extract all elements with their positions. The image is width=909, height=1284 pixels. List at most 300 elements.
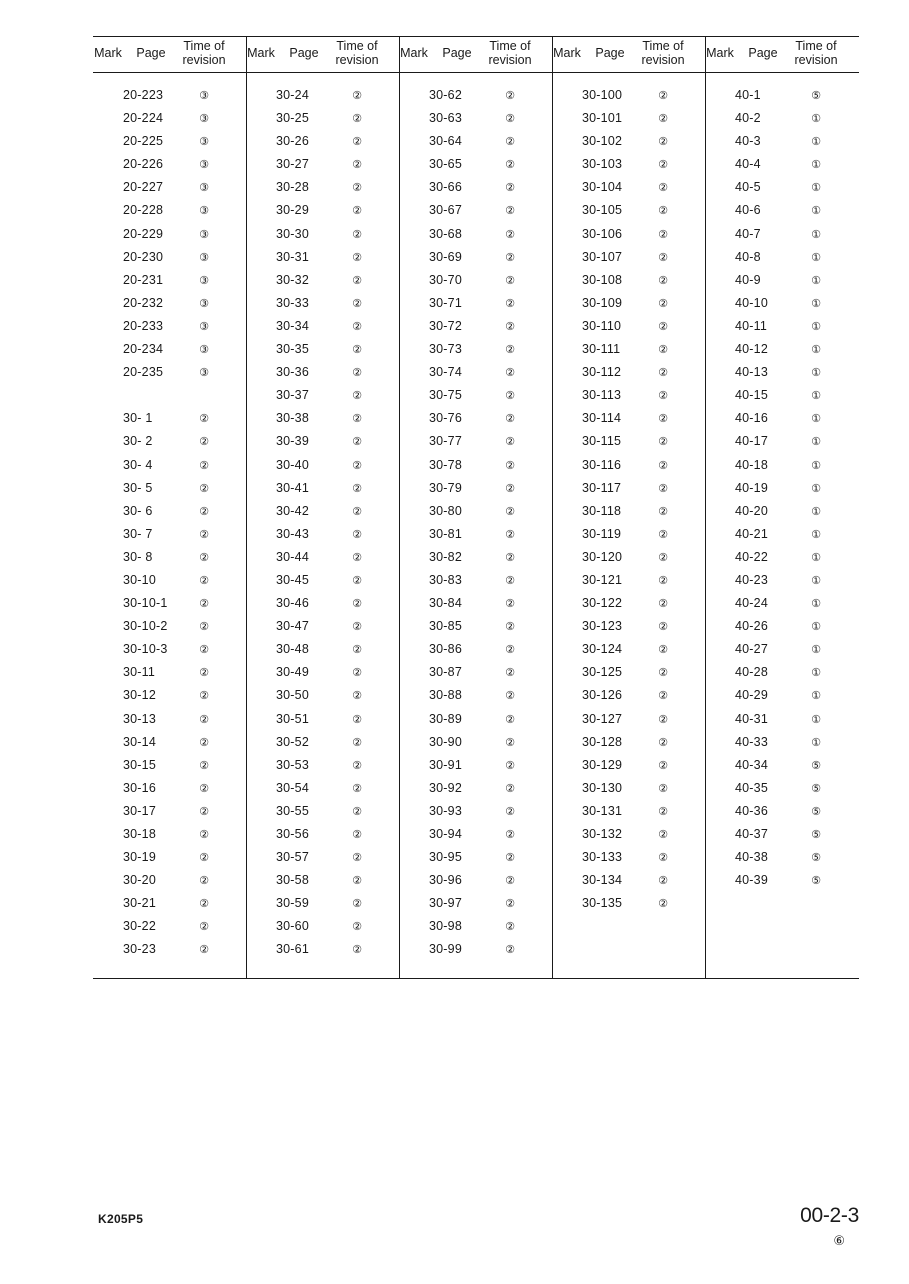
page-cell: 30-122 xyxy=(582,596,623,611)
revision-cell: ② xyxy=(352,505,362,518)
revision-cell: ② xyxy=(658,690,668,703)
table-row xyxy=(705,134,858,157)
table-row xyxy=(552,873,705,896)
page-cell: 30-72 xyxy=(429,318,462,333)
page-revision-mark: ⑥ xyxy=(833,1233,845,1248)
revision-cell: ⑤ xyxy=(811,852,821,865)
table-row xyxy=(93,273,246,296)
revision-cell: ② xyxy=(199,690,209,703)
column-group-1 xyxy=(93,36,246,978)
header-time-of-revision xyxy=(634,39,692,67)
revision-cell: ② xyxy=(658,759,668,772)
header-mark: Mark xyxy=(247,46,275,60)
revision-cell: ① xyxy=(811,551,821,564)
table-row xyxy=(399,180,552,203)
revision-cell: ② xyxy=(352,528,362,541)
table-row xyxy=(399,527,552,550)
revision-cell: ① xyxy=(811,574,821,587)
revision-cell: ① xyxy=(811,113,821,126)
page-cell: 30-73 xyxy=(429,342,462,357)
table-row xyxy=(552,157,705,180)
revision-cell: ② xyxy=(505,829,515,841)
page-cell: 30-74 xyxy=(429,365,462,380)
table-row xyxy=(93,596,246,619)
revision-cell: ② xyxy=(658,320,668,333)
revision-cell: ② xyxy=(505,736,515,749)
revision-cell: ① xyxy=(811,436,821,449)
page-cell: 20-232 xyxy=(123,295,164,310)
revision-cell: ③ xyxy=(199,182,209,195)
revision-cell: ② xyxy=(658,344,668,357)
revision-cell: ② xyxy=(505,113,515,126)
table-row xyxy=(246,781,399,804)
page-cell: 30-127 xyxy=(582,711,623,726)
page-cell: 30-126 xyxy=(582,688,623,703)
table-row xyxy=(93,942,246,965)
revision-cell: ② xyxy=(505,898,515,911)
page-cell: 30-16 xyxy=(123,780,156,795)
table-row xyxy=(93,527,246,550)
revision-cell: ② xyxy=(352,667,362,680)
table-row xyxy=(705,873,858,896)
page-cell: 30-36 xyxy=(276,365,309,380)
header-time-of-revision xyxy=(175,39,233,67)
header-time-line1: Time of xyxy=(489,39,531,53)
revision-cell: ② xyxy=(658,182,668,195)
revision-cell: ① xyxy=(811,297,821,310)
table-row xyxy=(246,758,399,781)
revision-cell: ② xyxy=(505,598,515,611)
page-cell: 30-56 xyxy=(276,827,309,841)
page-cell: 30-130 xyxy=(582,780,623,795)
revision-cell: ② xyxy=(658,228,668,241)
page-cell: 30-31 xyxy=(276,249,309,264)
table-row xyxy=(93,827,246,850)
revision-cell: ② xyxy=(352,482,362,495)
table-row xyxy=(246,388,399,411)
table-row xyxy=(705,550,858,573)
revision-cell: ③ xyxy=(199,367,209,380)
table-row xyxy=(246,688,399,711)
table-row xyxy=(93,411,246,434)
page-cell: 40-17 xyxy=(735,434,768,449)
page-cell: 30-109 xyxy=(582,295,623,310)
table-row xyxy=(399,411,552,434)
table-row xyxy=(705,504,858,527)
revision-cell: ② xyxy=(505,482,515,495)
revision-cell: ② xyxy=(505,574,515,587)
table-row xyxy=(705,481,858,504)
page-cell: 40-39 xyxy=(735,873,768,888)
table-row xyxy=(93,180,246,203)
page-cell: 30-114 xyxy=(582,411,622,426)
page-cell: 30-117 xyxy=(582,480,622,495)
table-row xyxy=(246,180,399,203)
revision-cell: ② xyxy=(352,390,362,403)
page-cell: 30-30 xyxy=(276,226,309,241)
revision-cell: ② xyxy=(505,690,515,703)
revision-cell: ② xyxy=(505,667,515,680)
page-cell: 30-112 xyxy=(582,365,622,380)
table-row xyxy=(93,504,246,527)
revision-cell: ② xyxy=(352,944,362,957)
table-row xyxy=(93,111,246,134)
page-cell: 30-107 xyxy=(582,249,623,264)
table-row xyxy=(552,735,705,758)
revision-cell: ② xyxy=(658,482,668,495)
revision-cell: ⑤ xyxy=(811,782,821,795)
page-cell: 30-43 xyxy=(276,526,309,541)
revision-cell: ② xyxy=(352,736,362,749)
page-cell: 30-66 xyxy=(429,180,462,195)
table-row xyxy=(246,342,399,365)
table-row xyxy=(93,619,246,642)
page-cell: 30-85 xyxy=(429,619,462,634)
page-cell: 30-58 xyxy=(276,873,309,888)
table-row xyxy=(246,596,399,619)
header-mark: Mark xyxy=(94,46,122,60)
table-row xyxy=(93,319,246,342)
revision-cell: ① xyxy=(811,713,821,726)
revision-cell: ① xyxy=(811,320,821,333)
revision-cell: ② xyxy=(352,274,362,287)
page-cell: 40-26 xyxy=(735,619,768,634)
table-row xyxy=(246,527,399,550)
page-number: 00-2-3 xyxy=(800,1204,859,1227)
revision-cell: ② xyxy=(658,713,668,726)
table-row xyxy=(705,688,858,711)
revision-cell: ② xyxy=(505,759,515,772)
revision-cell: ② xyxy=(658,898,668,911)
table-row xyxy=(705,157,858,180)
page-cell: 30-20 xyxy=(123,873,156,888)
row-list xyxy=(246,88,399,966)
revision-cell: ② xyxy=(352,344,362,357)
table-row xyxy=(399,642,552,665)
revision-cell: ② xyxy=(505,528,515,541)
table-row xyxy=(705,250,858,273)
page-cell: 30-55 xyxy=(276,803,309,818)
revision-cell: ② xyxy=(352,159,362,172)
revision-cell: ① xyxy=(811,736,821,749)
header-page: Page xyxy=(442,46,472,60)
revision-cell: ② xyxy=(352,852,362,865)
table-row xyxy=(399,481,552,504)
table-row xyxy=(552,896,705,919)
revision-cell: ② xyxy=(658,574,668,587)
page-cell: 30-79 xyxy=(429,480,462,495)
page-cell: 30-24 xyxy=(276,88,309,102)
column-header xyxy=(552,36,705,72)
page-cell: 30-28 xyxy=(276,180,309,195)
revision-cell: ③ xyxy=(199,320,209,333)
table-row xyxy=(399,342,552,365)
revision-cell: ② xyxy=(658,551,668,564)
revision-cell: ① xyxy=(811,251,821,264)
page-cell: 30-108 xyxy=(582,272,623,287)
table-row xyxy=(399,319,552,342)
page-cell: 30-110 xyxy=(582,318,622,333)
table-row xyxy=(552,688,705,711)
revision-cell: ② xyxy=(658,113,668,126)
page-cell: 30-32 xyxy=(276,272,309,287)
table-row xyxy=(93,434,246,457)
page-cell: 20-223 xyxy=(123,88,164,102)
table-row xyxy=(93,157,246,180)
page-cell: 30-97 xyxy=(429,896,462,911)
page-cell: 40-12 xyxy=(735,342,768,357)
table-row xyxy=(93,573,246,596)
page-cell: 30-21 xyxy=(123,896,156,911)
table-row xyxy=(552,111,705,134)
table-row xyxy=(246,481,399,504)
page-cell: 30-133 xyxy=(582,850,623,865)
revision-cell: ② xyxy=(199,482,209,495)
page-cell: 30-40 xyxy=(276,457,309,472)
table-row xyxy=(552,619,705,642)
page-cell: 30-39 xyxy=(276,434,309,449)
page-cell: 20-226 xyxy=(123,157,164,172)
table-row xyxy=(399,896,552,919)
revision-cell: ② xyxy=(199,505,209,518)
table-row xyxy=(705,527,858,550)
page-cell: 30-121 xyxy=(582,572,623,587)
table-row xyxy=(399,157,552,180)
revision-cell: ② xyxy=(505,713,515,726)
page-cell: 30-111 xyxy=(582,342,621,357)
page-cell: 40-24 xyxy=(735,596,768,611)
revision-cell: ② xyxy=(352,644,362,657)
page-cell: 30-105 xyxy=(582,203,623,218)
page-cell: 30-101 xyxy=(582,111,623,126)
revision-cell: ② xyxy=(352,320,362,333)
page-cell: 30-34 xyxy=(276,318,309,333)
table-row xyxy=(399,296,552,319)
revision-cell: ③ xyxy=(199,90,209,102)
revision-cell: ② xyxy=(352,805,362,818)
revision-cell: ② xyxy=(505,205,515,218)
revision-cell: ② xyxy=(658,829,668,841)
revision-cell: ② xyxy=(352,182,362,195)
column-group-2 xyxy=(246,36,399,978)
table-row xyxy=(93,296,246,319)
column-group-4 xyxy=(552,36,705,978)
page-cell: 30-128 xyxy=(582,734,623,749)
table-row xyxy=(552,827,705,850)
page-cell: 30-134 xyxy=(582,873,623,888)
table-row xyxy=(399,919,552,942)
table-row xyxy=(246,896,399,919)
page-cell: 40-6 xyxy=(735,203,761,218)
header-time-line1: Time of xyxy=(642,39,684,53)
table-row xyxy=(552,180,705,203)
revision-cell: ② xyxy=(199,875,209,888)
revision-cell: ② xyxy=(505,459,515,472)
page-cell: 30-53 xyxy=(276,757,309,772)
page-cell: 30- 1 xyxy=(123,411,153,426)
revision-cell: ② xyxy=(658,136,668,149)
table-row xyxy=(93,550,246,573)
revision-cell: ② xyxy=(658,505,668,518)
page-cell: 30-86 xyxy=(429,642,462,657)
table-row xyxy=(246,227,399,250)
table-row xyxy=(705,203,858,226)
table-row xyxy=(399,273,552,296)
page-cell: 40-2 xyxy=(735,111,761,126)
table-row xyxy=(552,434,705,457)
revision-cell: ⑤ xyxy=(811,759,821,772)
revision-cell: ② xyxy=(199,413,209,426)
table-row xyxy=(552,88,705,111)
table-row xyxy=(246,735,399,758)
table-row xyxy=(552,365,705,388)
page-cell: 40-8 xyxy=(735,249,761,264)
page-cell: 40-16 xyxy=(735,411,768,426)
revision-cell: ① xyxy=(811,528,821,541)
revision-cell: ② xyxy=(658,297,668,310)
table-row xyxy=(399,88,552,111)
page-cell: 40-20 xyxy=(735,503,768,518)
page-cell: 30-48 xyxy=(276,642,309,657)
revision-cell: ② xyxy=(352,829,362,841)
header-time-of-revision xyxy=(787,39,845,67)
table-row xyxy=(552,388,705,411)
revision-cell: ② xyxy=(505,875,515,888)
table-row xyxy=(552,342,705,365)
revision-cell: ② xyxy=(352,413,362,426)
revision-cell: ② xyxy=(199,944,209,957)
table-row xyxy=(246,273,399,296)
revision-cell: ② xyxy=(352,459,362,472)
page-cell: 20-231 xyxy=(123,272,164,287)
table-row xyxy=(246,804,399,827)
page-cell: 30-106 xyxy=(582,226,623,241)
page-cell: 30-41 xyxy=(276,480,309,495)
table-row xyxy=(552,134,705,157)
table-row xyxy=(246,850,399,873)
table-row xyxy=(705,804,858,827)
table-row xyxy=(399,804,552,827)
page-cell: 30-95 xyxy=(429,850,462,865)
table-row xyxy=(399,827,552,850)
page-cell: 30-135 xyxy=(582,896,623,911)
revision-cell: ① xyxy=(811,690,821,703)
table-row xyxy=(246,504,399,527)
page-cell: 30-81 xyxy=(429,526,462,541)
table-row xyxy=(246,88,399,111)
revision-cell: ② xyxy=(199,898,209,911)
table-bottom-rule xyxy=(93,978,859,979)
revision-cell: ② xyxy=(199,621,209,634)
page-cell: 40-36 xyxy=(735,803,768,818)
revision-cell: ① xyxy=(811,598,821,611)
revision-cell: ② xyxy=(505,436,515,449)
table-row xyxy=(552,296,705,319)
page-cell: 30- 2 xyxy=(123,434,153,449)
revision-cell: ② xyxy=(505,297,515,310)
page-cell: 30-75 xyxy=(429,388,462,403)
page-cell: 20-225 xyxy=(123,134,164,149)
page-cell: 30-51 xyxy=(276,711,309,726)
table-row xyxy=(93,203,246,226)
page-cell: 30-123 xyxy=(582,619,623,634)
revision-cell: ① xyxy=(811,182,821,195)
page-cell: 30-77 xyxy=(429,434,462,449)
revision-cell: ② xyxy=(352,436,362,449)
header-page: Page xyxy=(595,46,625,60)
header-time-line1: Time of xyxy=(795,39,837,53)
revision-cell: ② xyxy=(352,898,362,911)
page-cell: 40-23 xyxy=(735,572,768,587)
table-row xyxy=(93,735,246,758)
page-cell: 40-18 xyxy=(735,457,768,472)
column-header xyxy=(246,36,399,72)
page-cell: 30-54 xyxy=(276,780,309,795)
page-cell: 30- 7 xyxy=(123,526,153,541)
revision-cell: ③ xyxy=(199,297,209,310)
revision-cell: ② xyxy=(352,251,362,264)
table-row xyxy=(705,827,858,850)
page-cell: 30-60 xyxy=(276,919,309,934)
page-cell: 30-29 xyxy=(276,203,309,218)
revision-cell: ② xyxy=(505,390,515,403)
table-row xyxy=(93,665,246,688)
table-row xyxy=(93,458,246,481)
table-row xyxy=(93,134,246,157)
revision-cell: ② xyxy=(505,228,515,241)
table-row xyxy=(246,134,399,157)
revision-cell: ② xyxy=(352,228,362,241)
revision-cell: ② xyxy=(199,759,209,772)
table-row xyxy=(705,665,858,688)
page-cell: 30-115 xyxy=(582,434,622,449)
page-cell: 40-19 xyxy=(735,480,768,495)
page-cell: 30-91 xyxy=(429,757,462,772)
table-row xyxy=(93,804,246,827)
revision-cell: ② xyxy=(199,852,209,865)
revision-cell: ① xyxy=(811,159,821,172)
revision-cell: ② xyxy=(352,90,362,102)
page-cell: 30-27 xyxy=(276,157,309,172)
revision-cell: ② xyxy=(505,413,515,426)
header-time-line2: revision xyxy=(488,53,532,67)
page-cell: 40-37 xyxy=(735,827,768,841)
table-row xyxy=(93,388,246,411)
revision-cell: ② xyxy=(658,413,668,426)
table-row xyxy=(705,735,858,758)
page-cell: 30-23 xyxy=(123,942,156,957)
revision-cell: ② xyxy=(658,782,668,795)
header-mark: Mark xyxy=(400,46,428,60)
revision-cell: ② xyxy=(199,805,209,818)
page-cell: 30-96 xyxy=(429,873,462,888)
page-cell: 40-33 xyxy=(735,734,768,749)
table-row xyxy=(399,573,552,596)
page-cell: 30-10-1 xyxy=(123,596,168,611)
revision-cell: ② xyxy=(352,782,362,795)
table-row xyxy=(552,758,705,781)
table-row xyxy=(552,804,705,827)
page-cell: 30-35 xyxy=(276,342,309,357)
table-row xyxy=(705,758,858,781)
table-row xyxy=(552,319,705,342)
revision-cell: ② xyxy=(658,667,668,680)
table-row xyxy=(705,88,858,111)
header-time-line1: Time of xyxy=(336,39,378,53)
revision-cell: ② xyxy=(352,690,362,703)
column-group-5 xyxy=(705,36,858,978)
page-cell: 30-103 xyxy=(582,157,623,172)
